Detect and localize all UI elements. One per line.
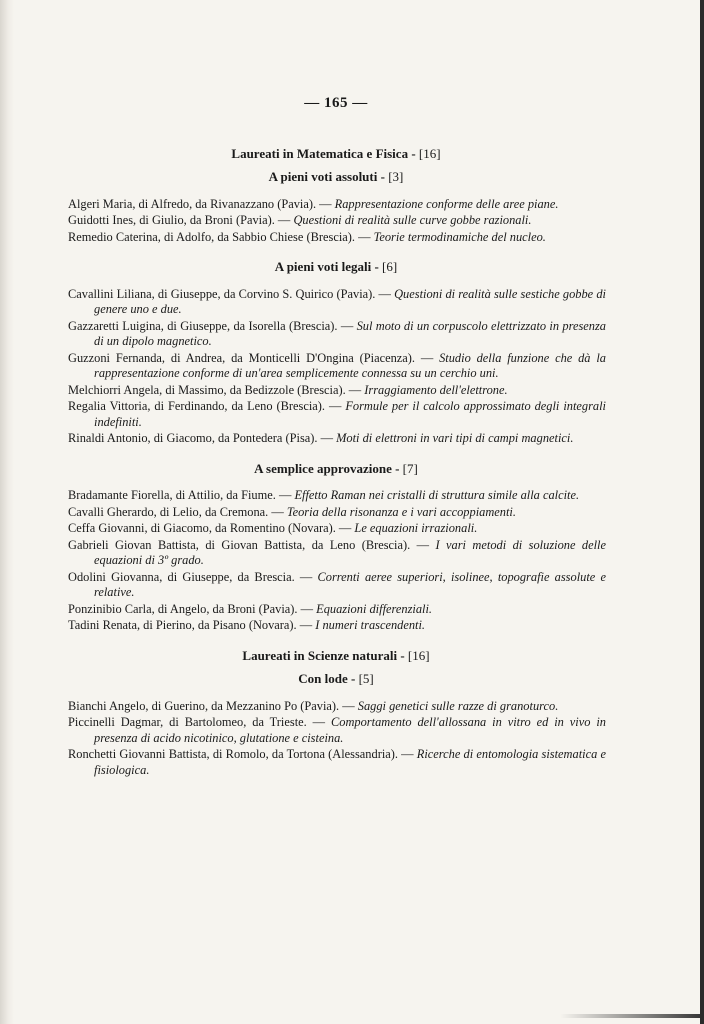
list-item xyxy=(66,287,606,318)
sections-container xyxy=(66,146,606,779)
section-count: [16] xyxy=(407,647,430,663)
list-item xyxy=(66,505,606,521)
entry-thesis-title: Effetto Raman nei cristalli di struttura simile alla calcite. xyxy=(294,488,580,502)
section-heading xyxy=(66,146,606,162)
list-item xyxy=(66,213,606,229)
list-item xyxy=(66,197,606,213)
entry-thesis-title: Moti di elettroni in vari tipi di campi magnetici. xyxy=(336,431,574,445)
entry-thesis-title: Saggi genetici sulle razze di granoturco. xyxy=(357,698,559,713)
list-item xyxy=(66,747,606,778)
entry-person: Algeri Maria, di Alfredo, da Rivanazzano (Pavia). — xyxy=(68,196,332,211)
entry-thesis-title: Questioni di realità sulle sestiche gobbe di genere uno e due. xyxy=(94,286,606,316)
entry-person: Remedio Caterina, di Adolfo, da Sabbio Chiese (Brescia). — xyxy=(68,229,371,244)
group-subheading xyxy=(66,461,606,477)
entry-thesis-title: Irraggiamento dell'elettrone. xyxy=(364,382,508,397)
entries-list xyxy=(66,197,606,246)
page-bottom-edge xyxy=(560,1014,704,1018)
entry-thesis-title: Teorie termodinamiche del nucleo. xyxy=(373,229,546,244)
section-count: [16] xyxy=(418,145,441,161)
list-item xyxy=(66,521,606,537)
entry-person: Bianchi Angelo, di Guerino, da Mezzanino Po (Pavia). — xyxy=(68,698,355,713)
entry-person: Ronchetti Giovanni Battista, di Romolo, da Tortona (Alessandria). — xyxy=(68,747,414,761)
entry-thesis-title: Comportamento dell'allossana in vitro ed in vivo in presenza di acido nicotinico, glutatione e cisteina. xyxy=(94,715,606,745)
entry-person: Melchiorri Angela, di Massimo, da Bedizzole (Brescia). — xyxy=(68,382,362,397)
entry-person: Gabrieli Giovan Battista, di Giovan Battista, da Leno (Brescia). — xyxy=(68,537,430,552)
list-item xyxy=(66,383,606,399)
list-item xyxy=(66,570,606,601)
entry-person: Guidotti Ines, di Giulio, da Broni (Pavia). — xyxy=(68,213,291,227)
list-item xyxy=(66,351,606,382)
list-item xyxy=(66,488,606,504)
group-count: [6] xyxy=(382,259,398,274)
group-subheading xyxy=(66,259,606,275)
group-subheading-text: A pieni voti legali - xyxy=(274,259,379,274)
section-heading xyxy=(66,648,606,664)
list-item xyxy=(66,399,606,430)
entries-list xyxy=(66,287,606,447)
list-item xyxy=(66,715,606,746)
group-count: [5] xyxy=(358,671,374,686)
entry-person: Bradamante Fiorella, di Attilio, da Fiume. — xyxy=(68,488,292,502)
entry-person: Piccinelli Dagmar, di Bartolomeo, da Trieste. — xyxy=(68,715,326,729)
entry-thesis-title: Rappresentazione conforme delle aree piane. xyxy=(334,196,559,211)
entry-thesis-title: Le equazioni irrazionali. xyxy=(354,521,478,535)
group-subheading xyxy=(66,169,606,185)
section-heading-text: Laureati in Matematica e Fisica - xyxy=(231,145,416,161)
group-count: [3] xyxy=(388,169,404,184)
page-number: — 165 — xyxy=(304,95,368,111)
entry-thesis-title: Ricerche di entomologia sistematica e fisiologica. xyxy=(94,747,606,777)
entry-person: Cavallini Liliana, di Giuseppe, da Corvino S. Quirico (Pavia). — xyxy=(68,286,391,301)
group-count: [7] xyxy=(402,460,418,476)
entry-person: Cavalli Gherardo, di Lelio, da Cremona. — xyxy=(68,504,284,519)
entries-list xyxy=(66,488,606,634)
list-item xyxy=(66,699,606,715)
entry-person: Odolini Giovanna, di Giuseppe, da Brescia. — xyxy=(68,569,313,584)
page-content xyxy=(66,96,606,792)
entry-person: Tadini Renata, di Pierino, da Pisano (Novara). — xyxy=(68,618,313,632)
entry-thesis-title: Teoria della risonanza e i vari accoppiamenti. xyxy=(286,504,516,519)
list-item xyxy=(66,538,606,569)
entry-thesis-title: Sul moto di un corpuscolo elettrizzato in presenza di un dipolo magnetico. xyxy=(94,318,607,348)
list-item xyxy=(66,618,606,634)
list-item xyxy=(66,602,606,618)
group-subheading-text: A pieni voti assoluti - xyxy=(268,169,385,184)
entry-thesis-title: Equazioni differenziali. xyxy=(316,601,433,616)
entry-thesis-title: I numeri trascendenti. xyxy=(315,618,426,632)
group-subheading-text: A semplice approvazione - xyxy=(254,460,400,476)
entry-person: Guzzoni Fernanda, di Andrea, da Monticelli D'Ongina (Piacenza). — xyxy=(68,350,434,365)
entry-person: Ponzinibio Carla, di Angelo, da Broni (Pavia). — xyxy=(68,601,314,616)
list-item xyxy=(66,431,606,447)
entry-thesis-title: Questioni di realità sulle curve gobbe razionali. xyxy=(293,213,532,227)
entries-list xyxy=(66,699,606,779)
entry-person: Gazzaretti Luigina, di Giuseppe, da Isorella (Brescia). — xyxy=(68,318,354,333)
group-subheading-text: Con lode - xyxy=(298,671,356,686)
entry-person: Rinaldi Antonio, di Giacomo, da Pontedera (Pisa). — xyxy=(68,431,333,445)
list-item xyxy=(66,230,606,246)
entry-thesis-title: Correnti aeree superiori, isolinee, topografie assolute e relative. xyxy=(94,569,606,599)
group-subheading xyxy=(66,671,606,687)
entry-thesis-title: Studio della funzione che dà la rappresentazione conforme di un'area semplicemente connessa su un cerchio uni. xyxy=(94,350,606,380)
entry-person: Regalia Vittoria, di Ferdinando, da Leno (Brescia). — xyxy=(68,399,342,413)
list-item xyxy=(66,319,606,350)
entry-person: Ceffa Giovanni, di Giacomo, da Romentino (Novara). — xyxy=(68,521,352,535)
entry-thesis-title: Formule per il calcolo approssimato degli integrali indefiniti. xyxy=(94,399,606,429)
section-heading-text: Laureati in Scienze naturali - xyxy=(242,647,405,663)
entry-thesis-title: I vari metodi di soluzione delle equazioni di 3º grado. xyxy=(94,537,606,567)
